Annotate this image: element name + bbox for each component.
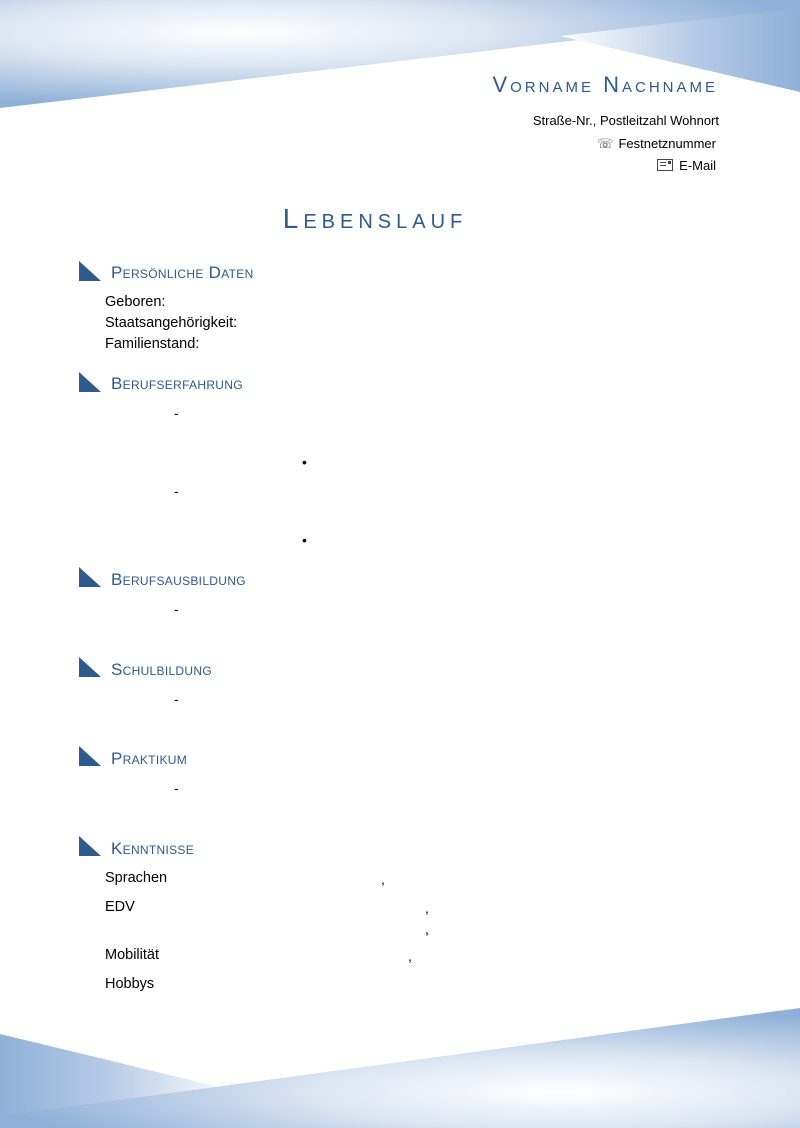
field-mobility: Mobilität — [105, 947, 159, 963]
entry-bullet: • — [302, 532, 307, 548]
envelope-icon — [657, 159, 673, 171]
section-title-experience: Berufserfahrung — [111, 374, 243, 393]
entry-dash: - — [174, 691, 179, 707]
field-born: Geboren: — [105, 294, 166, 310]
field-languages: Sprachen — [105, 870, 168, 886]
field-marital-status: Familienstand: — [105, 336, 200, 352]
separator-comma: , — [381, 871, 385, 887]
entry-dash: - — [174, 601, 179, 617]
section-title-skills: Kenntnisse — [111, 839, 195, 858]
section-marker-icon — [79, 567, 101, 587]
section-marker-icon — [79, 746, 101, 766]
field-it-skills: EDV — [105, 899, 135, 915]
section-title-training: Berufsausbildung — [111, 570, 246, 589]
telephone-icon: ☏ — [597, 136, 614, 151]
section-marker-icon — [79, 261, 101, 281]
separator-comma: , — [425, 921, 429, 937]
section-title-internship: Praktikum — [111, 749, 188, 768]
section-title-personal: Persönliche Daten — [111, 263, 254, 282]
top-decoration — [0, 0, 800, 120]
bottom-decoration — [0, 1008, 800, 1128]
entry-dash: - — [174, 483, 179, 499]
field-nationality: Staatsangehörigkeit: — [105, 315, 238, 331]
section-marker-icon — [79, 372, 101, 392]
address: Straße-Nr., Postleitzahl Wohnort — [532, 113, 719, 128]
email-line — [657, 158, 716, 173]
phone-text: Festnetznummer — [618, 136, 716, 151]
section-title-school: Schulbildung — [111, 660, 212, 679]
entry-bullet: • — [302, 454, 307, 470]
field-hobbies: Hobbys — [105, 976, 155, 992]
entry-dash: - — [174, 405, 179, 421]
document-title: Lebenslauf — [282, 203, 468, 234]
section-marker-icon — [79, 836, 101, 856]
section-marker-icon — [79, 657, 101, 677]
email-text: E-Mail — [679, 158, 716, 173]
entry-dash: - — [174, 780, 179, 796]
header-name: Vorname Nachname — [492, 72, 718, 97]
phone-line — [597, 136, 716, 152]
separator-comma: , — [425, 900, 429, 916]
separator-comma: , — [408, 948, 412, 964]
